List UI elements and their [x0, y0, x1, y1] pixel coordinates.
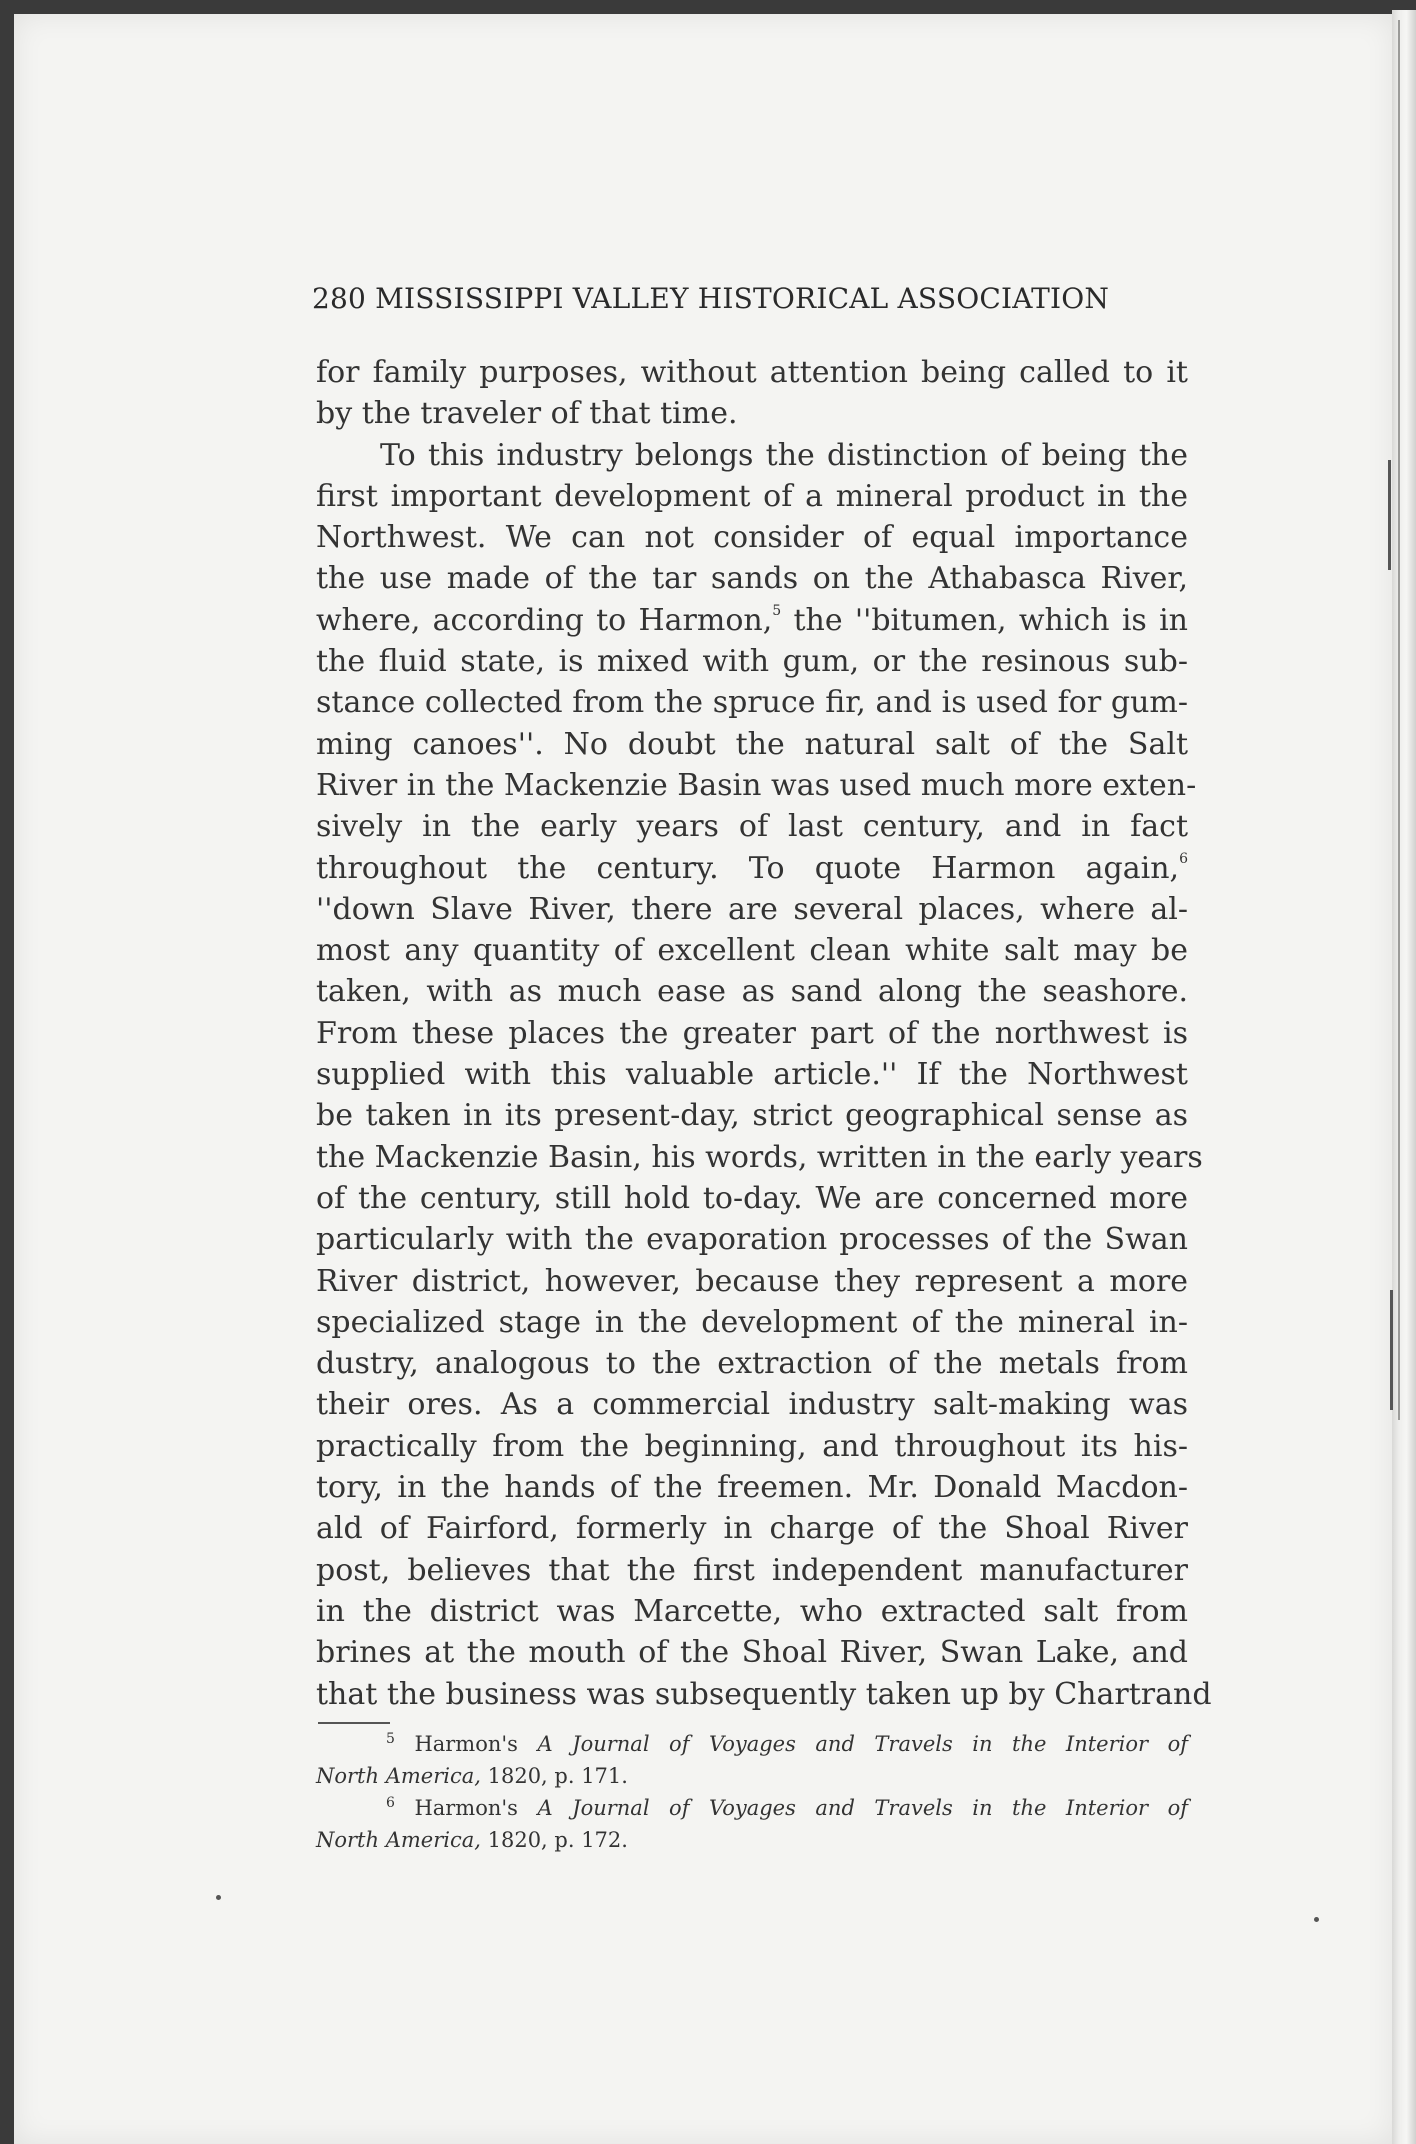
text-line: ald of Fairford, formerly in charge of the Shoal River	[316, 1511, 1188, 1547]
body-text	[316, 352, 1212, 1715]
footnote-author: Harmon's	[414, 1796, 518, 1820]
footnote-marker: 6	[386, 1795, 395, 1811]
footnote-5	[316, 1728, 1188, 1760]
running-header	[312, 282, 1142, 315]
text-line-part: throughout the century. To quote Harmon again,	[316, 850, 1180, 886]
footnote-6	[316, 1792, 1188, 1824]
running-title: MISSISSIPPI VALLEY HISTORICAL ASSOCIATION	[375, 282, 1110, 315]
text-line: first important development of a mineral product in the	[316, 478, 1188, 514]
footnote-details: 1820, p. 172.	[487, 1828, 628, 1852]
speck	[216, 1895, 221, 1900]
footnotes	[316, 1728, 1188, 1856]
text-line: River district, however, because they represent a more	[316, 1263, 1188, 1299]
text-line: supplied with this valuable article.'' If the Northwest	[316, 1057, 1188, 1093]
text-line: taken, with as much ease as sand along the seashore.	[316, 974, 1188, 1010]
page-edge	[1392, 10, 1416, 2144]
text-line: for family purposes, without attention being called to it	[316, 355, 1188, 390]
text-line: by the traveler of that time.	[316, 396, 738, 432]
text-line: stance collected from the spruce fir, and is used for gum-	[316, 685, 1188, 721]
text-line: practically from the beginning, and throughout its his-	[316, 1428, 1188, 1464]
edge-mark	[1388, 460, 1391, 570]
text-line-part: the ''bitumen, which is in	[781, 602, 1188, 638]
text-line: the fluid state, is mixed with gum, or the resinous sub-	[316, 644, 1188, 680]
footnote-5-cont	[316, 1760, 1188, 1792]
text-line: be taken in its present-day, strict geographical sense as	[316, 1098, 1188, 1134]
footnote-6-cont	[316, 1824, 1188, 1856]
text-line: To this industry belongs the distinction of being the	[380, 437, 1188, 473]
footnote-title: A Journal of Voyages and Travels in the Interior of	[537, 1732, 1188, 1756]
footnote-author: Harmon's	[414, 1732, 518, 1756]
text-line: From these places the greater part of the northwest is	[316, 1015, 1188, 1051]
text-line: brines at the mouth of the Shoal River, Swan Lake, and	[316, 1635, 1188, 1671]
text-line: ming canoes''. No doubt the natural salt of the Salt	[316, 726, 1188, 762]
footnote-ref: 6	[1179, 850, 1188, 867]
page-number: 280	[312, 282, 367, 315]
text-line: ''down Slave River, there are several places, where al-	[316, 891, 1188, 927]
footnote-title: A Journal of Voyages and Travels in the Interior of	[537, 1796, 1188, 1820]
text-line	[316, 600, 1188, 641]
text-line	[316, 848, 1188, 889]
text-line: River in the Mackenzie Basin was used much more exten-	[316, 767, 1197, 803]
edge-mark	[1390, 1290, 1393, 1410]
text-line: in the district was Marcette, who extracted salt from	[316, 1593, 1188, 1629]
text-line: tory, in the hands of the freemen. Mr. Donald Macdon-	[316, 1470, 1188, 1506]
text-line: their ores. As a commercial industry salt-making was	[316, 1387, 1188, 1423]
text-line: most any quantity of excellent clean white salt may be	[316, 933, 1188, 969]
text-line: Northwest. We can not consider of equal importance	[316, 520, 1188, 556]
text-line: the use made of the tar sands on the Athabasca River,	[316, 561, 1188, 597]
text-line: particularly with the evaporation processes of the Swan	[316, 1222, 1188, 1258]
footnote-details: 1820, p. 171.	[487, 1764, 628, 1788]
footnote-ref: 5	[772, 602, 782, 619]
text-line-part: where, according to Harmon,	[316, 602, 773, 638]
text-line: the Mackenzie Basin, his words, written in the early years	[316, 1139, 1203, 1175]
footnote-rule	[318, 1722, 390, 1724]
text-line: post, believes that the first independent manufacturer	[316, 1552, 1188, 1588]
text-line: that the business was subsequently taken up by Chartrand	[316, 1676, 1212, 1712]
text-line: specialized stage in the development of the mineral in-	[316, 1304, 1188, 1340]
text-line: sively in the early years of last century, and in fact	[316, 809, 1188, 845]
footnote-title: North America,	[316, 1828, 481, 1852]
page-edge-line	[1398, 20, 1400, 1420]
footnote-marker: 5	[386, 1731, 395, 1747]
text-line: dustry, analogous to the extraction of the metals from	[316, 1346, 1188, 1382]
speck	[1314, 1917, 1319, 1922]
footnote-title: North America,	[316, 1764, 481, 1788]
text-line: of the century, still hold to-day. We are concerned more	[316, 1180, 1188, 1216]
